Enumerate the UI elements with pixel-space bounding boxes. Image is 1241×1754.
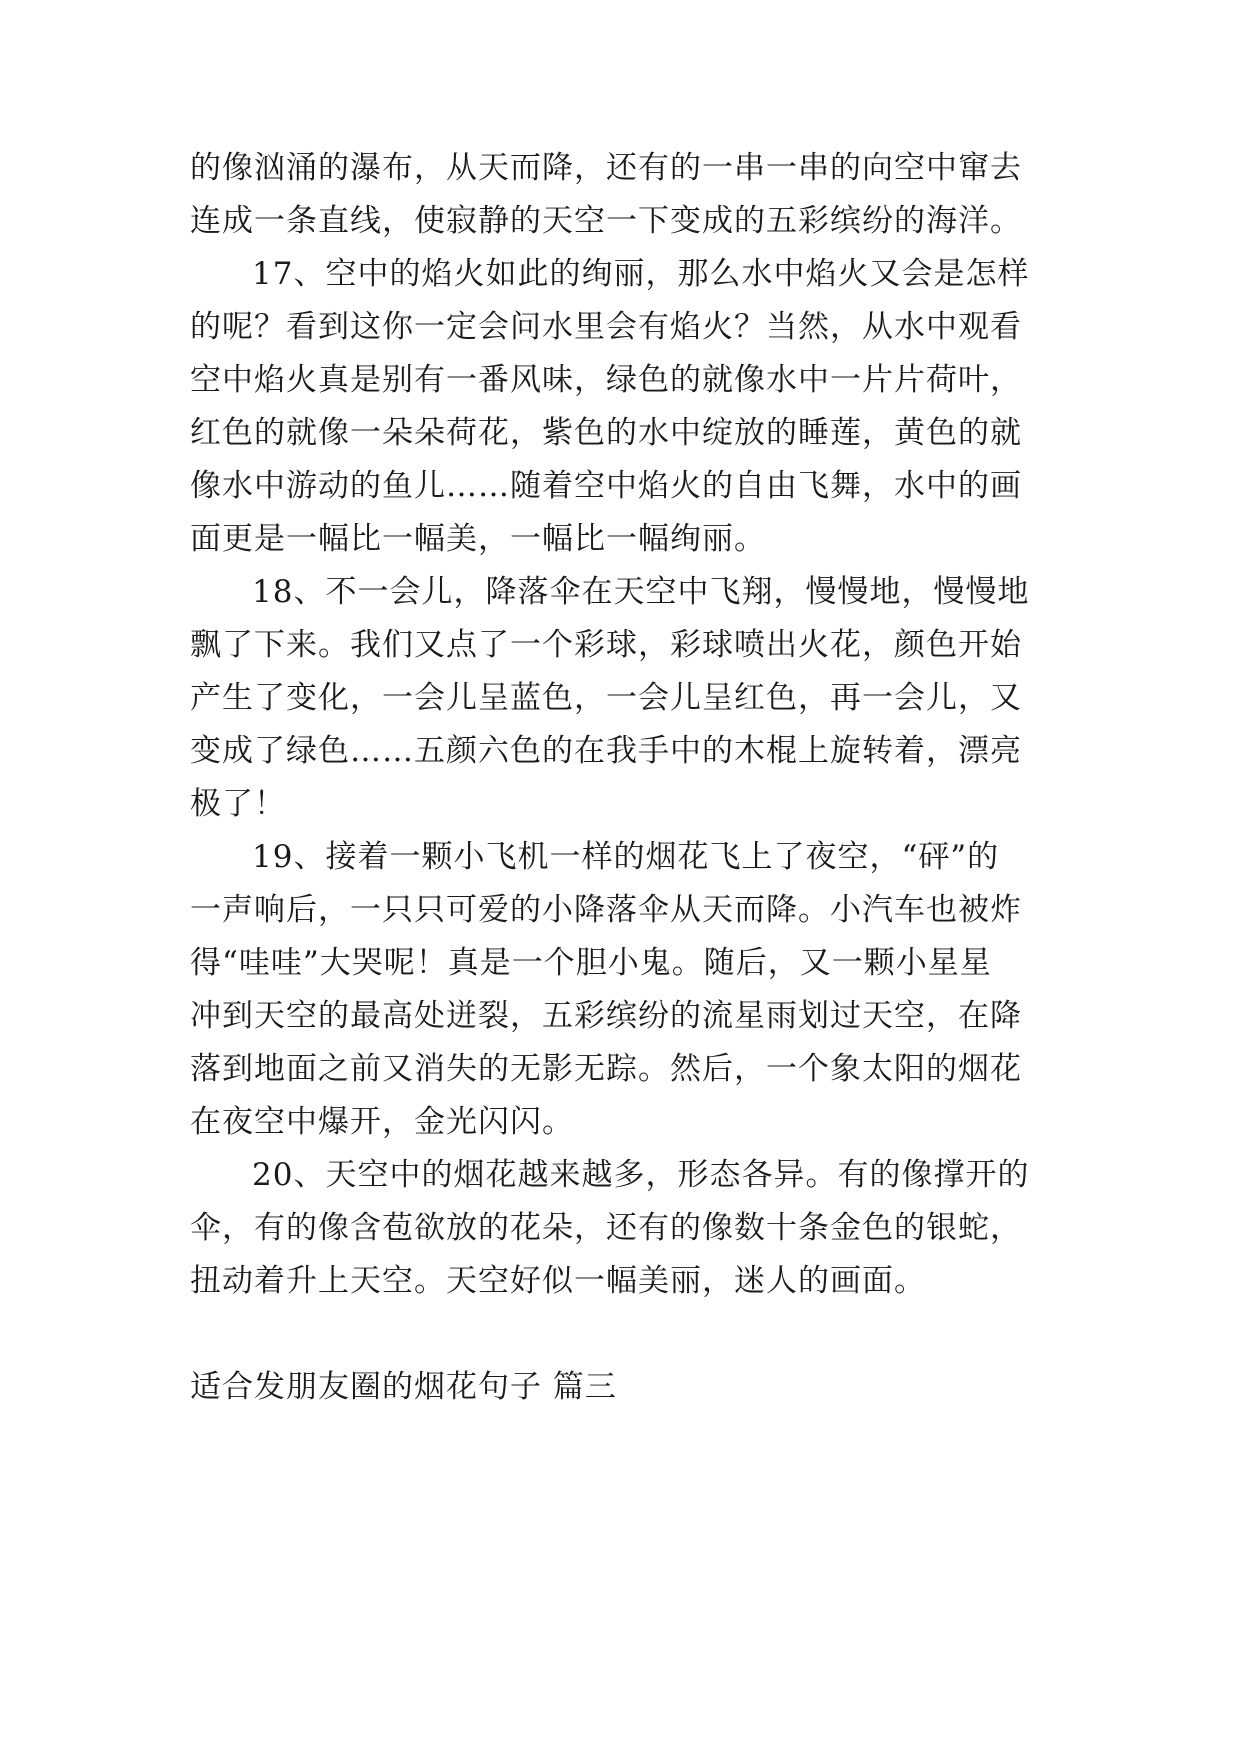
text-line: 在夜空中爆开，金光闪闪。 bbox=[190, 1104, 574, 1140]
text-line: 红色的就像一朵朵荷花，紫色的水中绽放的睡莲，黄色的就 bbox=[190, 415, 1022, 451]
text-line: 伞，有的像含苞欲放的花朵，还有的像数十条金色的银蛇， bbox=[190, 1210, 1022, 1246]
paragraph-17-start: 17、空中的焰火如此的绚丽，那么水中焰火又会是怎样 bbox=[252, 256, 1030, 292]
text-line: 扭动着升上天空。天空好似一幅美丽，迷人的画面。 bbox=[190, 1263, 926, 1299]
text-line: 的像汹涌的瀑布，从天而降，还有的一串一串的向空中窜去 bbox=[190, 150, 1022, 186]
text-line: 极了！ bbox=[190, 786, 286, 822]
text-line: 产生了变化，一会儿呈蓝色，一会儿呈红色，再一会儿，又 bbox=[190, 680, 1022, 716]
text-line: 一声响后，一只只可爱的小降落伞从天而降。小汽车也被炸 bbox=[190, 892, 1022, 928]
text-line: 冲到天空的最高处迸裂，五彩缤纷的流星雨划过天空，在降 bbox=[190, 998, 1022, 1034]
section-heading: 适合发朋友圈的烟花句子 篇三 bbox=[190, 1369, 617, 1405]
text-line: 像水中游动的鱼儿……随着空中焰火的自由飞舞，水中的画 bbox=[190, 468, 1022, 504]
paragraph-20-start: 20、天空中的烟花越来越多，形态各异。有的像撑开的 bbox=[252, 1157, 1030, 1193]
text-line: 面更是一幅比一幅美，一幅比一幅绚丽。 bbox=[190, 521, 766, 557]
text-line: 变成了绿色……五颜六色的在我手中的木棍上旋转着，漂亮 bbox=[190, 733, 1022, 769]
paragraph-18-start: 18、不一会儿，降落伞在天空中飞翔，慢慢地，慢慢地 bbox=[252, 574, 1030, 610]
text-line: 得“哇哇”大哭呢！真是一个胆小鬼。随后，又一颗小星星 bbox=[190, 945, 992, 981]
paragraph-19-start: 19、接着一颗小飞机一样的烟花飞上了夜空，“砰”的 bbox=[252, 839, 1000, 875]
text-line: 落到地面之前又消失的无影无踪。然后，一个象太阳的烟花 bbox=[190, 1051, 1022, 1087]
text-line: 连成一条直线，使寂静的天空一下变成的五彩缤纷的海洋。 bbox=[190, 203, 1022, 239]
text-line: 空中焰火真是别有一番风味，绿色的就像水中一片片荷叶， bbox=[190, 362, 1022, 398]
text-line: 的呢？看到这你一定会问水里会有焰火？当然，从水中观看 bbox=[190, 309, 1022, 345]
text-line: 飘了下来。我们又点了一个彩球，彩球喷出火花，颜色开始 bbox=[190, 627, 1022, 663]
